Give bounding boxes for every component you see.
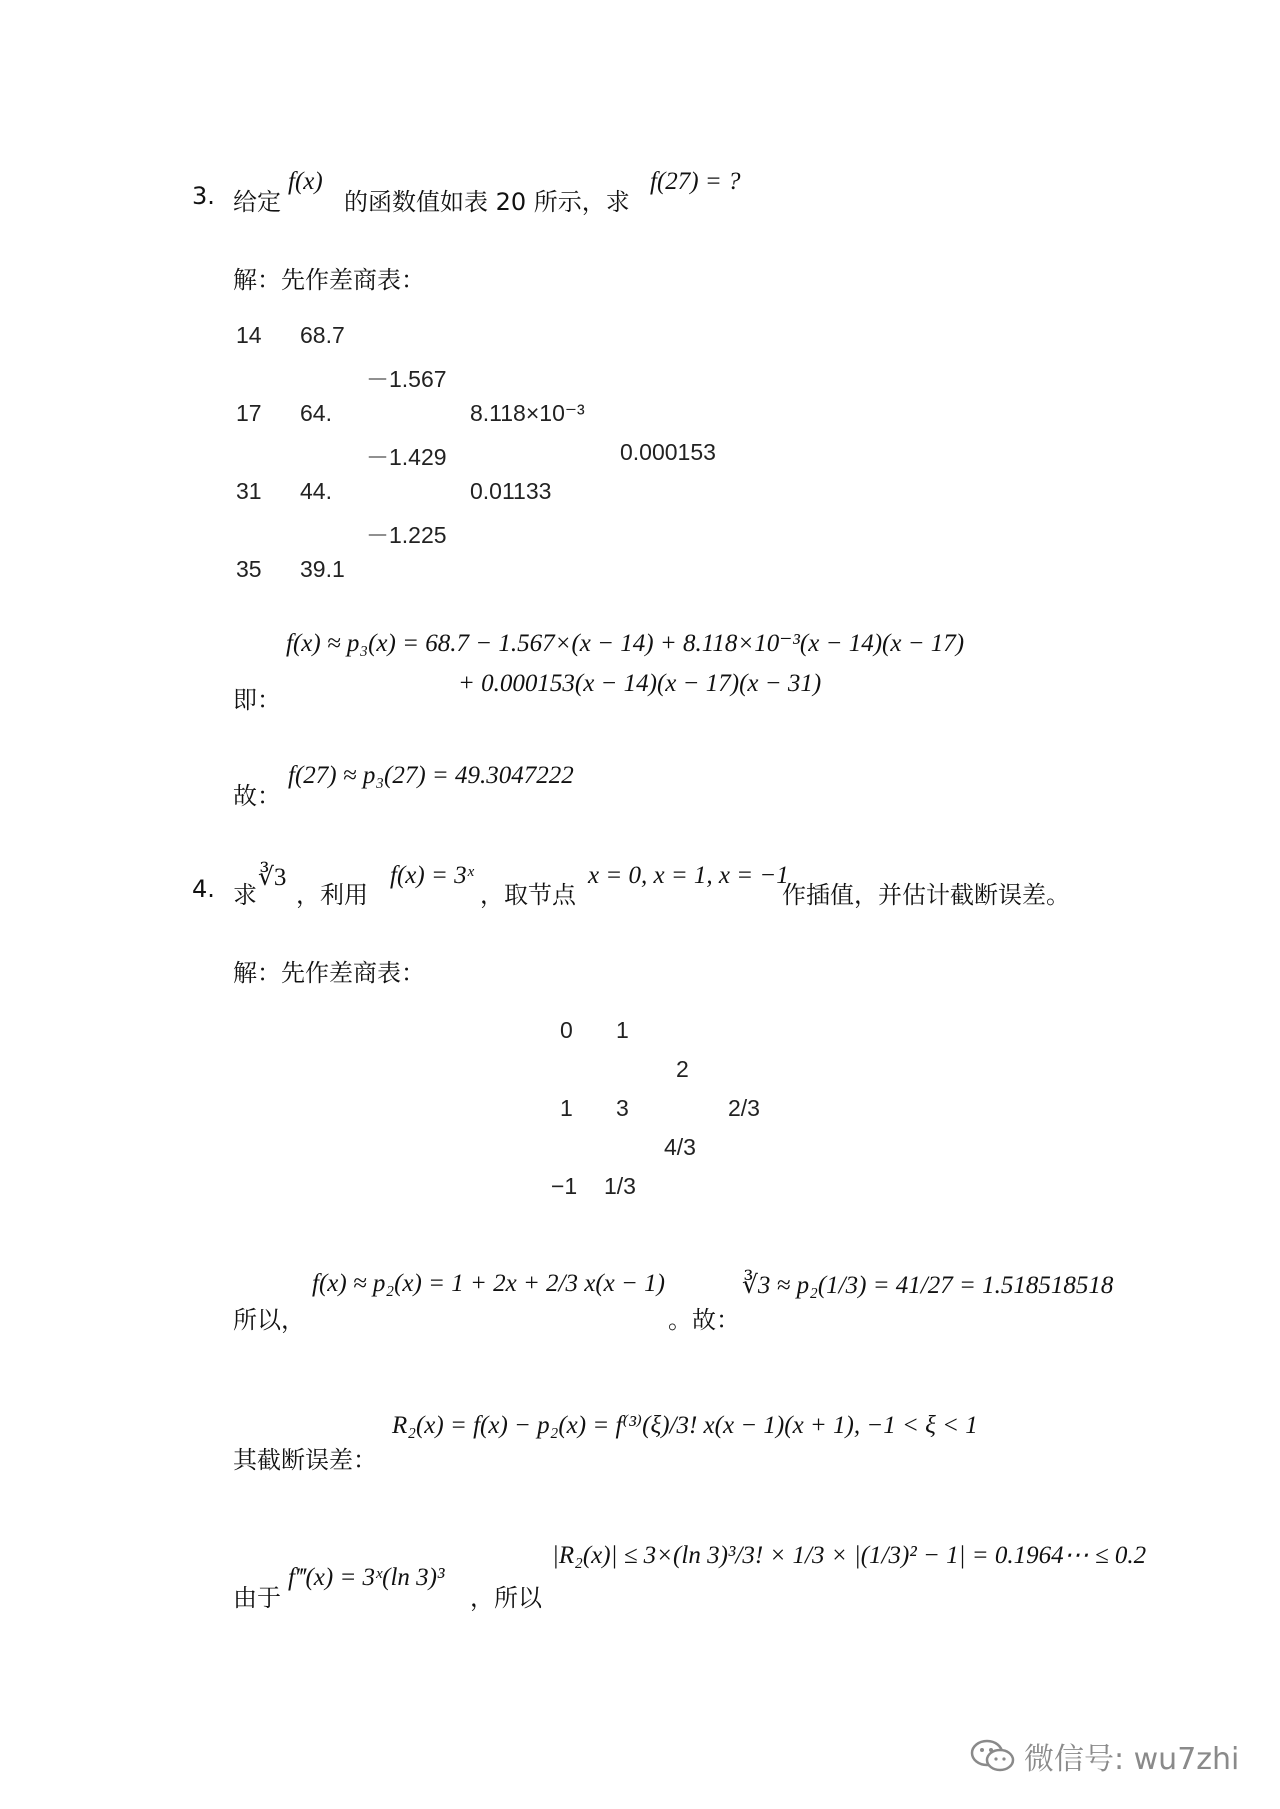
table3-second-1: 0.01133 xyxy=(470,478,552,504)
problem4-statement-c: ，取节点 xyxy=(480,881,576,909)
problem3-statement-mid: 的函数值如表 20 所示，求 xyxy=(344,188,630,216)
problem4-statement-a: 求 xyxy=(233,881,257,909)
table3-fx-2: 44. xyxy=(300,478,332,504)
problem4-suoyi-label: 所以， xyxy=(233,1306,305,1334)
table3-fx-0: 68.7 xyxy=(300,322,345,348)
problem4-approximation: ∛3 ≈ p₂(1/3) = 41/27 = 1.518518518 xyxy=(742,1272,1114,1299)
wechat-icon xyxy=(970,1738,1016,1774)
table3-third-0: 0.000153 xyxy=(620,439,716,465)
table4-fx-1: 3 xyxy=(616,1095,629,1121)
problem4-nodes: x = 0, x = 1, x = −1 xyxy=(588,862,789,889)
problem3-number: 3. xyxy=(192,182,215,210)
problem4-polynomial: f(x) ≈ p₂(x) = 1 + 2x + 2/3 x(x − 1) xyxy=(312,1270,665,1297)
problem4-statement-d: 作插值，并估计截断误差。 xyxy=(782,881,1070,909)
problem4-error-bound: |R₂(x)| ≤ 3×(ln 3)³/3! × 1/3 × |(1/3)² − 1| = 0.1964⋯ ≤ 0.2 xyxy=(552,1542,1147,1569)
problem3-fx: f(x) xyxy=(288,168,323,195)
problem4-number: 4. xyxy=(192,875,215,903)
problem3-polynomial-line1: f(x) ≈ p₃(x) = 68.7 − 1.567×(x − 14) + 8.118×10⁻³(x − 14)(x − 17) xyxy=(286,630,965,657)
problem3-ji-label: 即： xyxy=(233,686,281,714)
problem3-gu-label: 故： xyxy=(233,782,281,810)
table3-x-2: 31 xyxy=(236,478,262,504)
table3-first-0: －1.567 xyxy=(366,366,447,392)
problem3-statement-prefix: 给定 xyxy=(233,188,281,216)
problem3-solution-intro: 解：先作差商表： xyxy=(233,266,425,294)
problem4-solution-intro: 解：先作差商表： xyxy=(233,959,425,987)
problem4-gu-label: 。故： xyxy=(668,1306,740,1334)
table4-x-1: 1 xyxy=(560,1095,573,1121)
problem3-f27-question: f(27) = ? xyxy=(650,168,741,195)
table3-first-1: －1.429 xyxy=(366,444,447,470)
table3-x-1: 17 xyxy=(236,400,262,426)
problem4-third-derivative: f‴(x) = 3ˣ(ln 3)³ xyxy=(288,1564,445,1591)
table3-fx-3: 39.1 xyxy=(300,556,345,582)
problem4-statement-b: ，利用 xyxy=(296,881,368,909)
table3-first-2: －1.225 xyxy=(366,522,447,548)
table3-x-0: 14 xyxy=(236,322,262,348)
table4-x-2: −1 xyxy=(551,1173,578,1199)
problem4-youyu-label: 由于 xyxy=(233,1584,281,1612)
problem4-suoyi2-label: ，所以 xyxy=(470,1584,542,1612)
table3-second-0: 8.118×10⁻³ xyxy=(470,400,585,426)
table4-second-0: 2/3 xyxy=(728,1095,760,1121)
problem3-result: f(27) ≈ p₃(27) = 49.3047222 xyxy=(288,762,574,789)
problem4-function: f(x) = 3ˣ xyxy=(390,862,474,889)
problem4-error-label: 其截断误差： xyxy=(233,1446,377,1474)
table4-x-0: 0 xyxy=(560,1017,573,1043)
table3-x-3: 35 xyxy=(236,556,262,582)
watermark-text: 微信号: wu7zhi xyxy=(1024,1742,1240,1777)
table4-fx-2: 1/3 xyxy=(604,1173,636,1199)
problem4-cube-root-3: ∛3 xyxy=(258,864,287,891)
table4-first-1: 4/3 xyxy=(664,1134,696,1160)
table4-fx-0: 1 xyxy=(616,1017,629,1043)
problem4-error-formula: R₂(x) = f(x) − p₂(x) = f⁽³⁾(ξ)/3! x(x − 1)(x + 1), −1 < ξ < 1 xyxy=(392,1412,978,1439)
watermark xyxy=(970,1734,1239,1778)
problem3-polynomial-line2: + 0.000153(x − 14)(x − 17)(x − 31) xyxy=(458,670,822,697)
table4-first-0: 2 xyxy=(676,1056,689,1082)
table3-fx-1: 64. xyxy=(300,400,332,426)
